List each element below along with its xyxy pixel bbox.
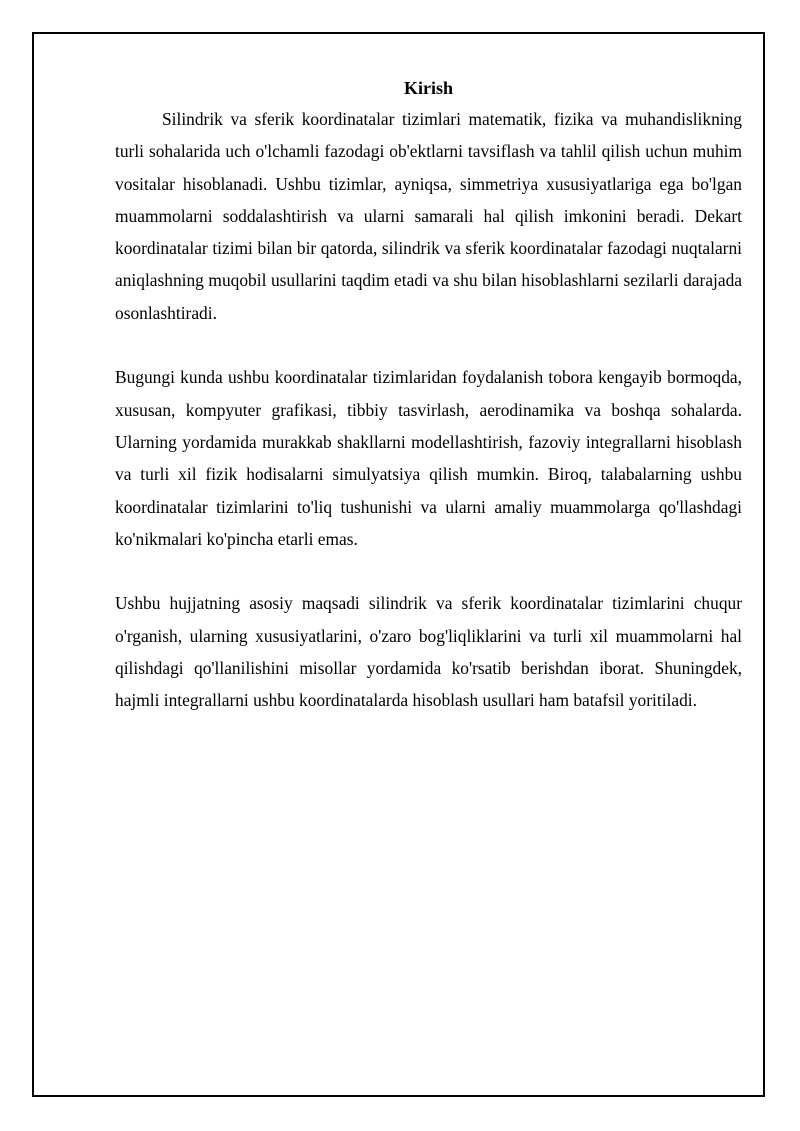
paragraph-usage: Bugungi kunda ushbu koordinatalar tizimlaridan foydalanish tobora kengayib bormoqda, xususan, kompyuter grafikasi, tibbiy tasvirlash, aerodinamika va boshqa sohalarda. Ularning yordamida murakkab shakllarni modellashtirish, fazoviy integrallarni hisoblash va turli xil fizik hodisalarni simulyatsiya qilish mumkin. Biroq, talabalarning ushbu koordinatalar tizimlarini to'liq tushunishi va ularni amaliy muammolarga qo'llashdagi ko'nikmalari ko'pincha etarli emas. — [115, 367, 742, 549]
document-title: Kirish — [403, 78, 453, 98]
paragraph-purpose: Ushbu hujjatning asosiy maqsadi silindrik va sferik koordinatalar tizimlarini chuqur o'rganish, ularning xususiyatlarini, o'zaro bog'liqliklarini va turli xil muammolarni hal qilishdagi qo'llanilishini misollar yordamida ko'rsatib berishdan iborat. Shuningdek, hajmli integrallarni ushbu koordinatalarda hisoblash usullari ham batafsil yoritiladi. — [115, 593, 742, 711]
paragraph-spacer — [115, 555, 742, 587]
document-body — [115, 74, 742, 717]
paragraph-spacer — [115, 329, 742, 361]
paragraph-intro: Silindrik va sferik koordinatalar tizimlari matematik, fizika va muhandislikning turli sohalarida uch o'lchamli fazodagi ob'ektlarni tavsiflash va tahlil qilish uchun muhim vositalar hisoblanadi. Ushbu tizimlar, ayniqsa, simmetriya xususiyatlariga ega bo'lgan muammolarni soddalashtirish va ularni samarali hal qilish imkonini beradi. Dekart koordinatalar tizimi bilan bir qatorda, silindrik va sferik koordinatalar fazodagi nuqtalarni aniqlashning muqobil usullarini taqdim etadi va shu bilan hisoblashlarni sezilarli darajada osonlashtiradi. — [115, 109, 742, 323]
